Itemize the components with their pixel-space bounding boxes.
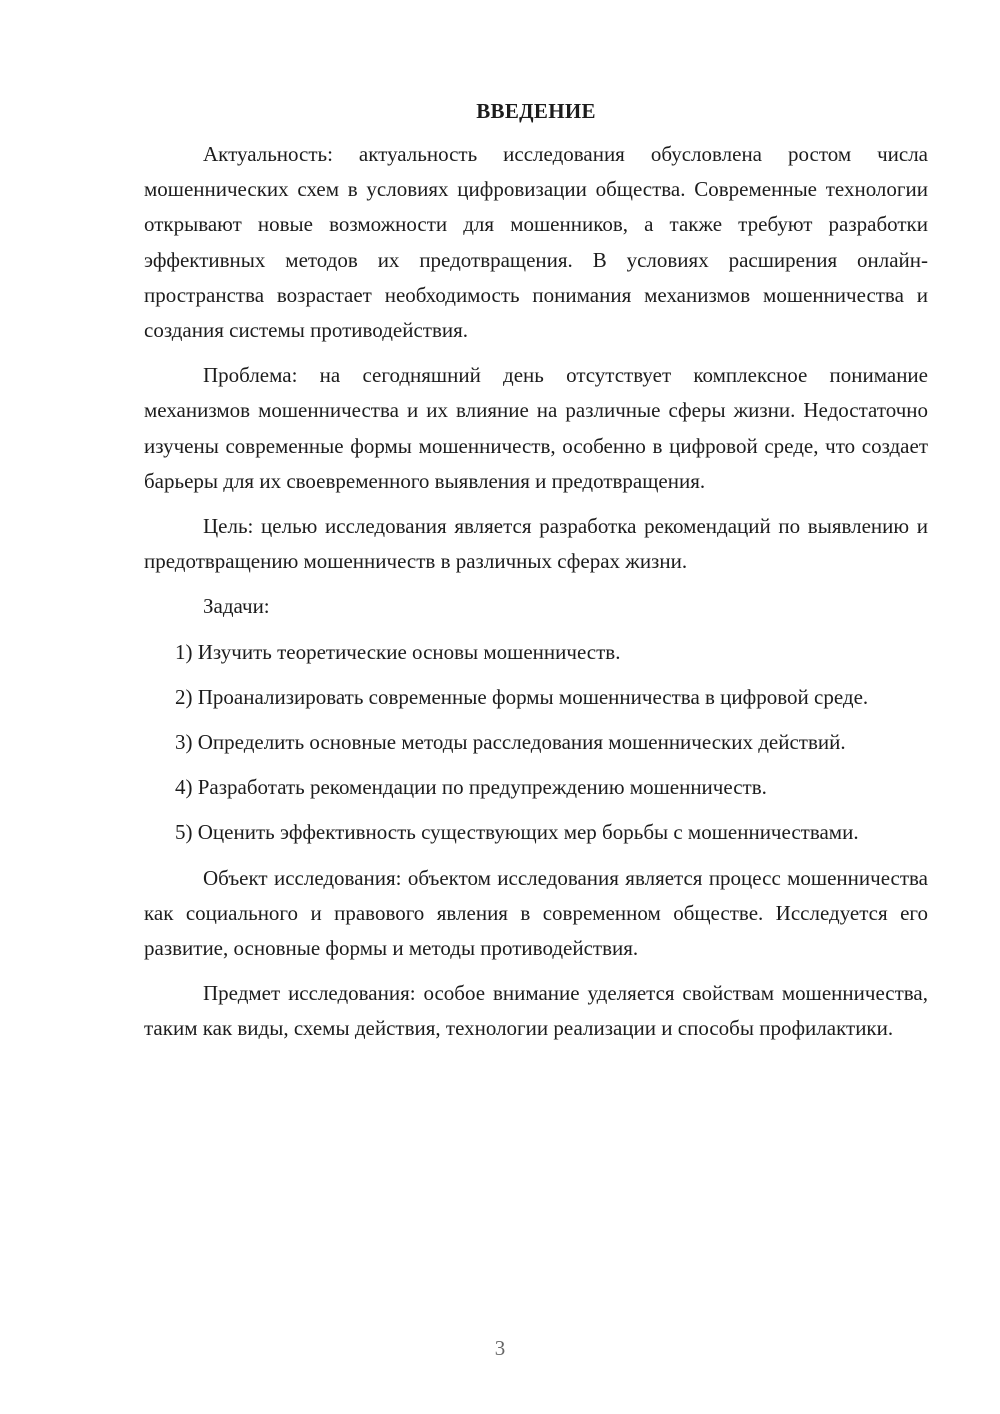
- relevance-paragraph: Актуальность: актуальность исследования обусловлена ростом числа мошеннических схем в условиях цифровизации общества. Современные технологии открывают новые возможности для мошенников, а также требуют разработки эффективных методов их предотвращения. В условиях расширения онлайн-пространства возрастает необходимость понимания механизмов мошенничества и создания системы противодействия.: [144, 142, 928, 343]
- tasks-heading: Задачи:: [203, 594, 270, 619]
- task-item: 4) Разработать рекомендации по предупреждению мошенничеств.: [175, 775, 767, 800]
- subject-paragraph: Предмет исследования: особое внимание уделяется свойствам мошенничества, таким как виды, схемы действия, технологии реализации и способы профилактики.: [144, 981, 928, 1041]
- task-item: 3) Определить основные методы расследования мошеннических действий.: [175, 730, 846, 755]
- task-item: 1) Изучить теоретические основы мошенничеств.: [175, 639, 621, 664]
- goal-paragraph: Цель: целью исследования является разработка рекомендаций по выявлению и предотвращению мошенничеств в различных сферах жизни.: [144, 514, 928, 574]
- section-title: ВВЕДЕНИЕ: [476, 99, 596, 123]
- task-item: 5) Оценить эффективность существующих мер борьбы с мошенничествами.: [175, 820, 859, 845]
- object-paragraph: Объект исследования: объектом исследования является процесс мошенничества как социального и правового явления в современном обществе. Исследуется его развитие, основные формы и методы противодействия.: [144, 865, 928, 961]
- page-number: 3: [494, 1336, 506, 1360]
- page-content: [144, 96, 928, 1057]
- problem-paragraph: Проблема: на сегодняшний день отсутствует комплексное понимание механизмов мошенничества и их влияние на различные сферы жизни. Недостаточно изучены современные формы мошенничеств, особенно в цифровой среде, что создает барьеры для их своевременного выявления и предотвращения.: [144, 363, 928, 493]
- task-item: 2) Проанализировать современные формы мошенничества в цифровой среде.: [175, 684, 869, 709]
